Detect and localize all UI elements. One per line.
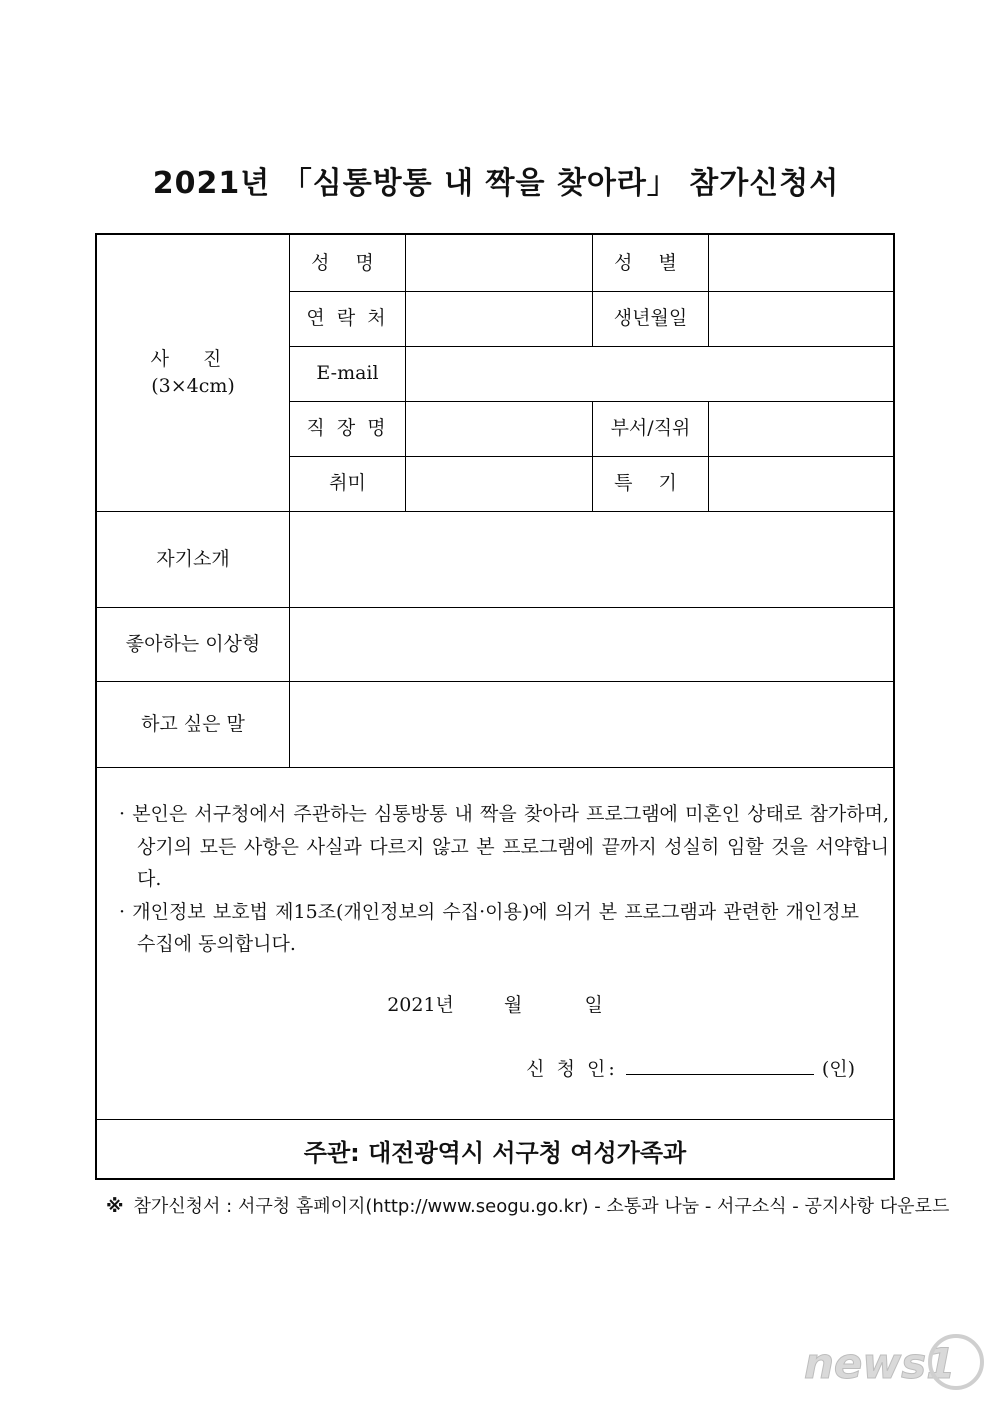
date-month: 월 bbox=[504, 994, 523, 1016]
date-line bbox=[97, 990, 893, 1017]
workplace-label: 직 장 명 bbox=[306, 417, 389, 440]
message-label: 하고 싶은 말 bbox=[141, 713, 245, 736]
applicant-label: 신 청 인: bbox=[526, 1058, 618, 1080]
note-text: 참가신청서 : 서구청 홈페이지(http://www.seogu.go.kr) - 소통과 나눔 - 서구소식 - 공지사항 다운로드 bbox=[133, 1196, 950, 1217]
form-title: 2021년 「심통방통 내 짝을 찾아라」 참가신청서 bbox=[152, 166, 840, 201]
self-intro-label: 자기소개 bbox=[156, 548, 230, 571]
birthdate-label: 생년월일 bbox=[613, 307, 688, 330]
applicant-signature-field[interactable] bbox=[626, 1056, 814, 1075]
photo-label: 사 진 bbox=[150, 348, 236, 371]
gender-label: 성 별 bbox=[614, 251, 687, 274]
pledge-section bbox=[97, 768, 895, 1119]
specialty-field[interactable] bbox=[709, 456, 895, 511]
message-field[interactable] bbox=[290, 682, 895, 767]
email-label: E-mail bbox=[316, 362, 379, 385]
applicant-line bbox=[526, 1054, 855, 1081]
workplace-field[interactable] bbox=[406, 401, 592, 456]
self-intro-field[interactable] bbox=[290, 512, 895, 607]
pledge-item-2: · 개인정보 보호법 제15조(개인정보의 수집·이용)에 의거 본 프로그램과 관련한 개인정보 수집에 동의합니다. bbox=[119, 900, 859, 955]
application-form-table bbox=[95, 233, 895, 1180]
organizer-label: 주관: 대전광역시 서구청 여성가족과 bbox=[303, 1139, 687, 1167]
contact-field[interactable] bbox=[406, 291, 592, 346]
specialty-label: 특 기 bbox=[614, 472, 687, 495]
hobby-field[interactable] bbox=[406, 456, 592, 511]
download-note bbox=[106, 1192, 950, 1218]
ideal-type-label: 좋아하는 이상형 bbox=[125, 633, 261, 656]
contact-label: 연 락 처 bbox=[306, 307, 389, 330]
date-day: 일 bbox=[584, 994, 603, 1016]
ideal-type-field[interactable] bbox=[290, 608, 895, 681]
department-label: 부서/직위 bbox=[610, 417, 691, 440]
gender-field[interactable] bbox=[709, 235, 895, 291]
pledge-item-1: · 본인은 서구청에서 주관하는 심통방통 내 짝을 찾아라 프로그램에 미혼인 상태로 참가하며, 상기의 모든 사항은 사실과 다르지 않고 본 프로그램에 끝까지 성실히 임할 것을 서약합니다. bbox=[119, 803, 889, 890]
news1-logo bbox=[800, 1328, 985, 1398]
photo-size-label: (3×4cm) bbox=[151, 375, 235, 397]
name-field[interactable] bbox=[406, 235, 592, 291]
hobby-label: 취미 bbox=[329, 472, 366, 495]
reference-mark: ※ bbox=[106, 1196, 124, 1217]
name-label: 성 명 bbox=[311, 251, 384, 274]
department-field[interactable] bbox=[709, 401, 895, 456]
photo-box bbox=[97, 235, 289, 511]
email-field[interactable] bbox=[406, 346, 895, 401]
seal-label: (인) bbox=[821, 1058, 855, 1080]
watermark-text: news1 bbox=[804, 1339, 956, 1388]
birthdate-field[interactable] bbox=[709, 291, 895, 346]
date-year: 2021년 bbox=[387, 994, 454, 1016]
